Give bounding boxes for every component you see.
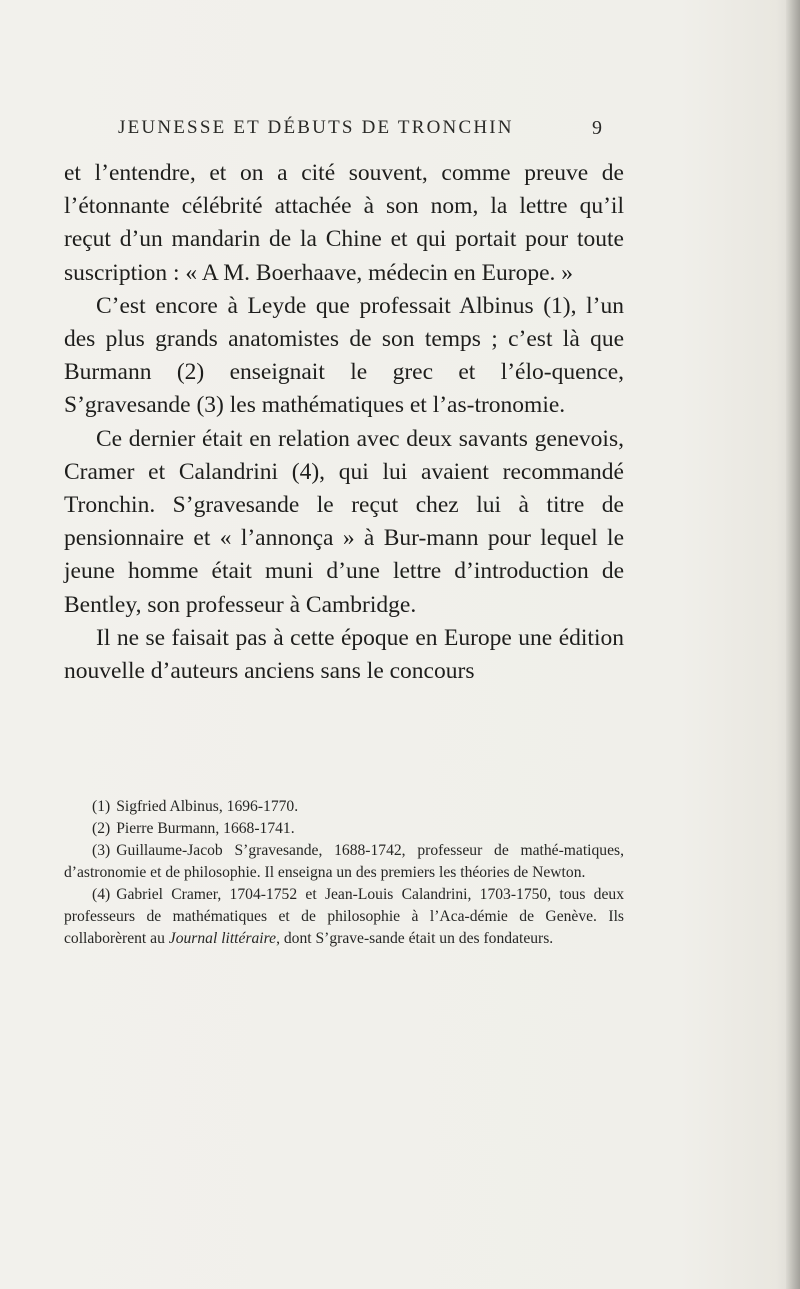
- footnote: [64, 840, 624, 884]
- page-number: 9: [592, 117, 602, 139]
- paragraph: Il ne se faisait pas à cette époque en Europe une édition nouvelle d’auteurs anciens sans le concours: [64, 624, 624, 685]
- footnote-text: Guillaume-Jacob S’gravesande, 1688-1742, professeur de mathé-matiques, d’astronomie et de philosophie. Il enseigna un des premiers les théories de Newton.: [64, 842, 624, 881]
- paragraph: C’est encore à Leyde que professait Albinus (1), l’un des plus grands anatomistes de son temps ; c’est là que Burmann (2) enseignait le grec et l’élo-quence, S’gravesande (3) les mathématiques et l’as-tronomie.: [64, 292, 624, 419]
- footnote-number: (3): [92, 842, 111, 859]
- footnote-number: (2): [92, 820, 111, 837]
- paragraph: Ce dernier était en relation avec deux savants genevois, Cramer et Calandrini (4), qui lui avaient recommandé Tronchin. S’gravesande le reçut chez lui à titre de pensionnaire et « l’annonça » à Bur-mann pour lequel le jeune homme était muni d’une lettre d’introduction de Bentley, son professeur à Cambridge.: [64, 425, 624, 618]
- journal-title: Journal littéraire: [168, 930, 277, 947]
- main-text: [64, 157, 624, 688]
- footnote-text: Gabriel Cramer, 1704-1752 et Jean-Louis Calandrini, 1703-1750, tous deux professeurs de mathématiques et de philosophie à l’Aca-démie de Genève. Ils collaborèrent au: [64, 886, 624, 947]
- footnote: [64, 818, 624, 840]
- footnotes: [64, 796, 624, 950]
- footnote-text: Sigfried Albinus, 1696-1770.: [116, 798, 299, 815]
- page-header: [118, 117, 602, 147]
- footnote: [64, 796, 624, 818]
- footnote-text-end: , dont S’grave-sande était un des fondateurs.: [276, 930, 554, 947]
- running-title: JEUNESSE ET DÉBUTS DE TRONCHIN: [118, 117, 514, 138]
- paragraph: et l’entendre, et on a cité souvent, comme preuve de l’étonnante célébrité attachée à son nom, la lettre qu’il reçut d’un mandarin de la Chine et qui portait pour toute suscription : « A M. Boerhaave, médecin en Europe. »: [64, 160, 624, 286]
- footnote-text: Pierre Burmann, 1668-1741.: [116, 820, 295, 837]
- footnote-number: (4): [92, 886, 111, 903]
- footnote: [64, 884, 624, 950]
- footnote-number: (1): [92, 798, 111, 815]
- page-edge-shadow: [786, 0, 800, 1289]
